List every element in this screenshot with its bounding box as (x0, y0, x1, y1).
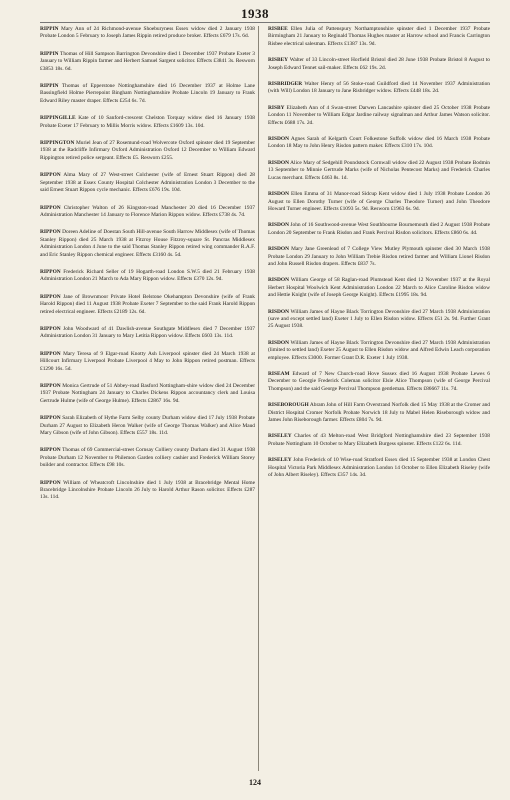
entry-text: Frederick Richard Seller of 19 Hogarth-road London S.W.5 died 21 February 1938 Administration London 21 March to Ada Mary Rippon widow. Effects £370 12s. 9d. (40, 268, 255, 283)
surname: RIPPON (40, 415, 61, 422)
column-divider (258, 26, 259, 771)
surname: RISDON (268, 191, 289, 198)
surname: RISDON (268, 136, 289, 143)
probate-entry (268, 340, 490, 362)
probate-entry (268, 26, 490, 48)
entry-text: Agnes Sarah of Kelgarth Court Folkestone Suffolk widow died 16 March 1938 Probate London 18 May to John Henry Risdon pattern maker. Effects £310 17s. 10d. (268, 136, 490, 150)
surname: RIPPON (40, 172, 61, 179)
probate-entry (40, 51, 255, 73)
probate-entry (268, 222, 490, 237)
entry-text: William James of Hayne Black Torrington Devonshire died 27 March 1938 Administration (save and except settled land) Exeter 1 July to Ellen Risdon widow. Effects £51 2s. 9d. Further Grant 25 August 1938. (268, 308, 490, 330)
header-rule (40, 22, 490, 23)
entry-text: Thomas of Hill Sampson Barrington Devonshire died 1 December 1937 Probate Exeter 3 January to William Rippin farmer and Herbert Samuel Sargent solicitor. Effects £3841 3s. Resworn £3853 18s. 6d. (40, 50, 255, 72)
probate-entry (40, 415, 255, 437)
entry-text: Alice Mary of Sedgehill Poundstock Cornwall widow died 22 August 1938 Probate Bodmin 13 September to Minnie Gertrude Marks (wife of Nicholas Pentecost Marks) and Frederick Charles Lucas merchant. Effects £463 8s. 1d. (268, 159, 490, 181)
probate-entry (40, 351, 255, 373)
entry-text: William George of 58 Raglan-road Plumstead Kent died 12 November 1937 at the Royal Herbert Hospital Woolwich Kent Administration London 22 March to Alice Caroline Risdon widow and Hettie Knight (wife of Joseph George Knight). Effects £1995 18s. 9d. (268, 277, 490, 299)
surname: RIPPINGILLE (40, 115, 76, 122)
entry-text: Edward of 7 New Church-road Hove Sussex died 16 August 1938 Probate Lewes 6 December to Georgie Frederick Coleman solicitor Elsie Alice Thompson (wife of George Percival Thompson) and the said George Percival Thompson gentleman. Effects £86667 11s. 7d. (268, 371, 490, 392)
probate-entry (40, 326, 255, 341)
page-year-heading: 1938 (241, 6, 269, 21)
entry-text: William of Wheatcroft Lincolnshire died 1 July 1938 at Bracebridge Mental Home Bracebridge Lincolnshire Probate Lincoln 26 July to Harold Arthur Rason solicitor. Effects £287 13s. 11d. (40, 479, 255, 501)
surname: RIPPIN (40, 83, 59, 90)
surname: RISEAM (268, 371, 290, 377)
entry-text: Ellen Julia of Pattenspury Northamptonshire spinster died 1 December 1937 Probate Birmingham 21 January to Reginald Thomas Hughes master at Harrow school and Francis Carrington Risbee electrical salesman. Effects £1387 13s. 9d. (268, 26, 490, 47)
probate-entry (40, 229, 255, 259)
probate-entry (40, 447, 255, 469)
entry-text: Mary Jane Greenlead of 7 College View Mutley Plymouth spinster died 30 March 1938 Probate London 29 January to John William Trebie Risdon retired farmer and William Lionel Risdon and John Russell Risdon drapers. Effects £837 7s. (268, 246, 490, 267)
probate-entry (40, 26, 255, 41)
probate-entry (268, 246, 490, 268)
surname: RISDON (268, 246, 289, 253)
probate-entry (268, 309, 490, 331)
surname: RIPPON (40, 350, 61, 357)
surname: RISDON (268, 277, 289, 284)
surname: RISBEY (268, 57, 289, 64)
probate-entry (40, 383, 255, 405)
probate-entry (268, 57, 490, 72)
surname: RISDON (268, 308, 289, 315)
surname: RIPPIN (40, 50, 59, 57)
surname: RISELEY (268, 457, 292, 464)
surname: RIPPIN (40, 26, 59, 32)
surname: RIPPON (40, 293, 61, 300)
probate-entry (268, 433, 490, 448)
entry-text: Alma Mary of 27 West-street Colchester (wife of Ernest Stuart Rippon) died 28 September 1938 at Essex County Hospital Colchester Administration London 3 December to the said Ernest Stuart Rippon cycle mechanic. Effects £676 19s. 10d. (40, 172, 255, 194)
entry-text: Doreen Adeline of Doestan South Hill-avenue South Harrow Middlesex (wife of Thomas Stanley Rippon) died 25 March 1938 at Fitzroy House Fitzroy-square St. Pancras Middlesex Administration London 4 June to the said Thomas Stanley Rippon retired wing commander R.A.F. and Eric Stanley Rippon chemical engineer. Effects £3160 4s. 5d. (40, 229, 255, 258)
left-column (40, 26, 255, 512)
surname: RISEBOROUGH (268, 402, 309, 409)
surname: RISBEE (268, 26, 288, 32)
surname: RIPPON (40, 383, 61, 389)
entry-text: Charles of 43 Melton-road West Bridgford Nottinghamshire died 23 September 1938 Probate Nottingham 10 October to Mary Elizabeth Burgess spinster. Effects £122 6s. 11d. (268, 433, 490, 447)
surname: RISBY (268, 104, 285, 111)
surname: RIPPON (40, 204, 61, 211)
surname: RISDON (268, 159, 289, 166)
probate-entry (268, 160, 490, 182)
probate-entry (268, 81, 490, 96)
surname: RIPPON (40, 268, 61, 275)
entry-text: William James of Hayne Black Torrington Devonshire died 27 March 1938 Administration (limited to settled land) Exeter 25 August to Ellen Risdon widow and Alfred Edwin Leach corporation employee. Effects £3000. Former Grant D.R. Exeter 1 July 1938. (268, 339, 490, 361)
probate-entry (268, 191, 490, 213)
probate-entry (40, 205, 255, 220)
surname: RIPPON (40, 229, 61, 236)
entry-text: Walter of 33 Lincoln-street Horfield Bristol died 28 June 1938 Probate Bristol 8 August to Joseph Edward Tennet sail-maker. Effects £62 19s. 2d. (268, 57, 490, 71)
surname: RISBRIDGER (268, 81, 303, 88)
surname: RIPPON (40, 325, 61, 332)
entry-text: Mary Ann of 24 Richmond-avenue Shoeburyness Essex widow died 2 January 1938 Probate London 5 February to Joseph James Rippin retired produce broker. Effects £679 17s. 6d. (40, 26, 255, 40)
entry-text: John of 16 Southwood-avenue West Southbourne Bournemouth died 2 August 1938 Probate London 20 September to Frank Risdon and Frank Percival Risdon solicitors. Effects £860 6s. 4d. (268, 222, 490, 236)
surname: RIPPON (40, 447, 61, 454)
surname: RIPPON (40, 479, 61, 486)
entry-text: Monica Gertrude of 51 Abbey-road Basford Nottingham-shire widow died 24 December 1937 Probate Nottingham 24 January to Charles Dickens Rippon accountancy clerk and Louisa Gertrude Hulme (wife of George Hulme). Effects £2867 16s. 9d. (40, 383, 255, 404)
probate-entry (40, 83, 255, 105)
probate-entry (268, 105, 490, 127)
probate-entry (40, 480, 255, 502)
probate-entry (268, 402, 490, 424)
entry-text: Sarah Elizabeth of Hythe Farm Selby county Durham widow died 17 July 1938 Probate Durham 27 August to Elizabeth Heron Walker (wife of George Thomas Walker) and Alice Maud Mary Gibson (wife of John Gibson). Effects £557 18s. 11d. (40, 415, 255, 437)
probate-entry (40, 294, 255, 316)
right-column (268, 26, 490, 488)
entry-text: Abram John of Hill Farm Overstrand Norfolk died 15 May 1938 at the Cromer and District Hospital Cromer Norfolk Probate Norwich 18 July to Mabel Helen Riseborough widow and James John Riseborough farmer. Effects £804 7s. 9d. (268, 402, 490, 424)
probate-entry (268, 371, 490, 393)
entry-text: Ellen Emma of 31 Manor-road Sidcup Kent widow died 1 July 1938 Probate London 26 August to Ellen Dorothy Turner (wife of George Charles Theodore Turner) and John Theodore Howard Turner engineer. Effects £1093 5s. 9d. Resworn £1963 6s. 9d. (268, 191, 490, 212)
probate-entry (40, 115, 255, 130)
entry-text: Muriel Jean of 27 Rosemund-road Wolvercote Oxford spinster died 19 September 1938 at the Radcliffe Infirmary Oxford Administration Oxford 12 December to William Edward Rippington retired police sergeant. Effects £5. Resworn £255. (40, 140, 255, 161)
entry-text: John Frederick of 10 Wise-road Stratford Essex died 15 September 1938 at London Chest Hospital Victoria Park Middlesex Administration London 14 October to Ellen Elizabeth Riseley (wife of John Albert Riseley). Effects £357 14s. 3d. (268, 457, 490, 479)
entry-text: Jane of Brownmoor Private Hotel Belstone Okehampton Devonshire (wife of Frank Harold Rippon) died 11 August 1938 Probate Exeter 7 September to the said Frank Harold Rippon retired electrical engineer. Effects £2189 12s. 6d. (40, 293, 255, 315)
surname: RISELEY (268, 433, 292, 440)
entry-text: Thomas of 69 Commercial-street Cornsay Colliery county Durham died 31 August 1938 Probate Durham 12 November to Philemon Garden colliery cashier and Frederick William Storey builder and contractor. Effects £98 10s. (40, 447, 255, 469)
probate-entry (40, 269, 255, 284)
probate-entry (268, 136, 490, 151)
entry-text: Christopher Walton of 26 Kingston-road Manchester 20 died 16 December 1937 Administration Manchester 14 January to Florence Marion Rippon widow. Effects £738 4s. 7d. (40, 204, 255, 218)
page-number: 124 (249, 778, 261, 787)
surname: RIPPINGTON (40, 140, 75, 147)
probate-entry (268, 457, 490, 479)
entry-text: John Woodward of 41 Dawlish-avenue Southgate Middlesex died 7 December 1937 Administration London 31 January to Mary Letitia Rippon widow. Effects £603 13s. 11d. (40, 325, 255, 340)
surname: RISDON (268, 339, 289, 346)
entry-text: Walter Henry of 56 Stoke-road Guildford died 14 November 1937 Administration (with Will) London 18 January to Jane Risbridger widow. Effects £448 18s. 2d. (268, 81, 490, 95)
probate-entry (40, 140, 255, 162)
entry-text: Elizabeth Ann of 4 Swan-street Darwen Lancashire spinster died 25 October 1938 Probate London 11 November to William Edgar Jardine railway signalman and Arthur James Watson solicitor. Effects £688 17s. 2d. (268, 104, 490, 126)
surname: RISDON (268, 222, 289, 229)
entry-text: Kate of 10 Sanford-crescent Chelston Torquay widow died 16 January 1938 Probate Exeter 17 February to Millis Morris widow. Effects £1609 13s. 10d. (40, 115, 255, 129)
probate-entry (40, 172, 255, 194)
probate-entry (268, 277, 490, 299)
entry-text: Thomas of Epperstone Nottinghamshire died 16 December 1937 at Holme Lane Bassingfield Holme Pierrepoint Bingham Nottinghamshire Probate Lincoln 19 January to Frank Edward Riley master draper. Effects £254 6s. 7d. (40, 83, 255, 104)
entry-text: Mary Teresa of 9 Elgar-road Knotty Ash Liverpool spinster died 24 March 1938 at Hillcourt Infirmary Liverpool Probate Liverpool 4 May to John Rippon retired postman. Effects £1290 16s. 5d. (40, 350, 255, 372)
